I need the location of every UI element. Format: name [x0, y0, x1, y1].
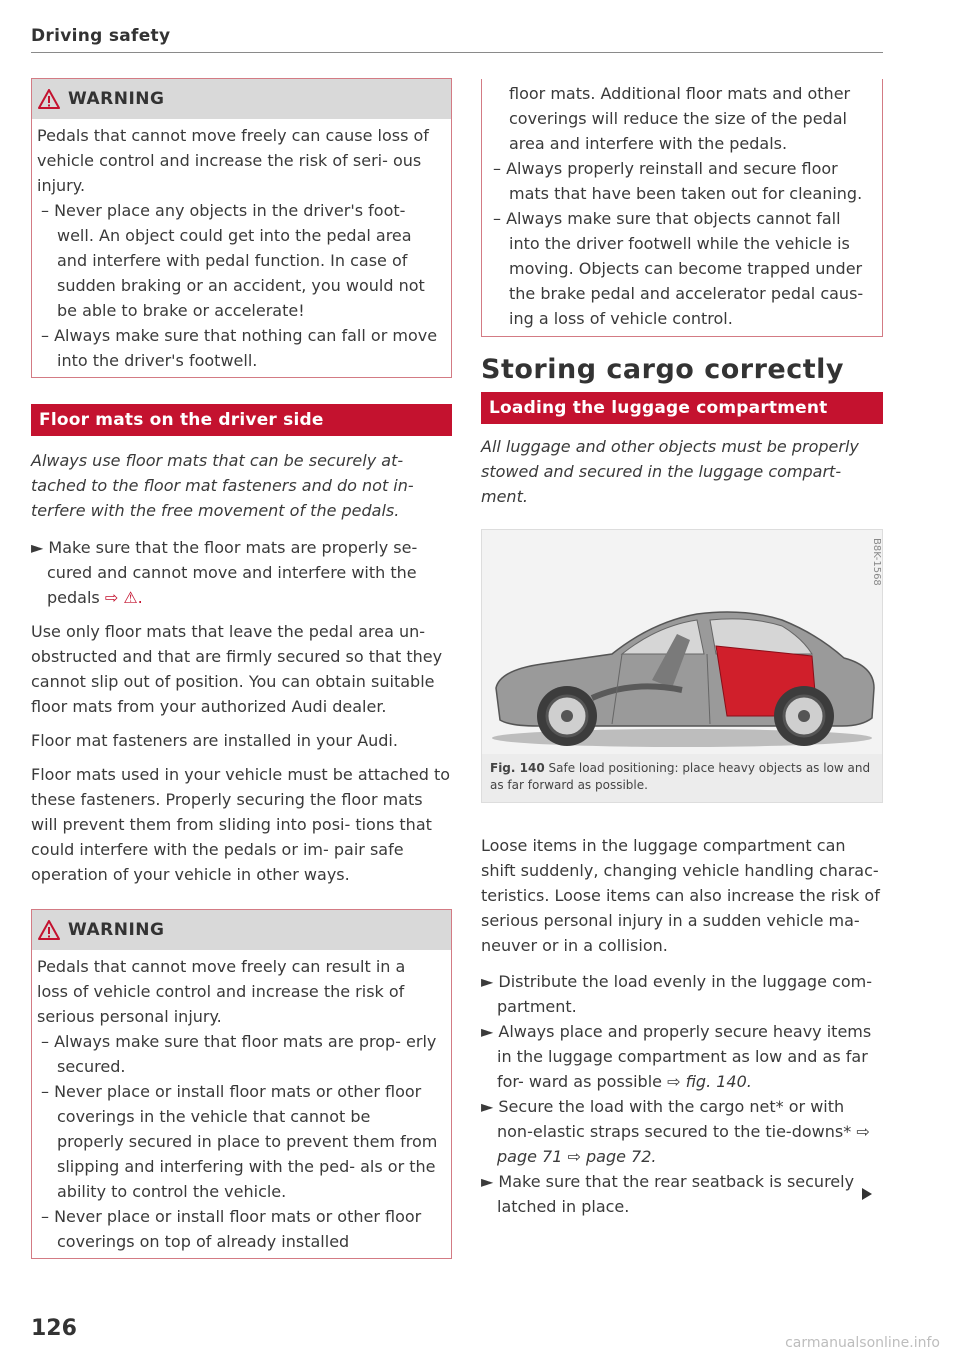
- page-reference-link[interactable]: ⇨ page 71 ⇨ page 72.: [497, 1122, 870, 1166]
- section-intro: Always use floor mats that can be securely at- tached to the floor mat fasteners and do not in- terfere with the free movement of the pedals.: [31, 451, 414, 520]
- body-paragraph: Loose items in the luggage compartment can shift suddenly, changing vehicle handling charac- teristics. Loose items can also increase the risk of serious personal injury in a sudden vehicle ma- neuver or in a collision.: [481, 836, 880, 955]
- warning-continuation: floor mats. Additional floor mats and other coverings will reduce the size of the pedal area and interfere with the pedals.: [509, 84, 851, 153]
- section-intro: All luggage and other objects must be properly stowed and secured in the luggage compart- ment.: [481, 437, 859, 506]
- continue-arrow-icon: [862, 1188, 872, 1200]
- warning-title-text: WARNING: [68, 919, 165, 940]
- page-number: 126: [31, 1316, 77, 1341]
- step-text: ► Make sure that the rear seatback is securely latched in place.: [481, 1172, 855, 1216]
- instruction-step: [31, 535, 452, 610]
- warning-box-continued: [481, 79, 883, 337]
- instruction-step: [481, 969, 883, 1019]
- warning-bullet: – Never place or install floor mats or other floor coverings on top of already installed: [41, 1207, 422, 1251]
- warning-intro: Pedals that cannot move freely can result in a loss of vehicle control and increase the risk of serious personal injury.: [37, 957, 406, 1026]
- header-rule: [31, 52, 883, 53]
- body-paragraph: Floor mat fasteners are installed in your Audi.: [31, 731, 398, 750]
- warning-bullet: – Always properly reinstall and secure floor mats that have been taken out for cleaning.: [493, 159, 863, 203]
- left-column: [31, 78, 452, 1259]
- warning-bullet: – Never place or install floor mats or other floor coverings in the vehicle that cannot be properly secured in place to prevent them from slipping and interfering with the ped- als or the ability to control the vehicle.: [41, 1082, 438, 1201]
- warning-box-2: [31, 909, 452, 1259]
- watermark: carmanualsonline.info: [785, 1335, 940, 1351]
- warning-body: [32, 119, 451, 377]
- step-text: ► Always place and properly secure heavy items in the luggage compartment as low and as far for- ward as possible: [481, 1022, 872, 1091]
- car-cargo-illustration: [482, 530, 882, 754]
- warning-intro: Pedals that cannot move freely can cause loss of vehicle control and increase the risk of seri- ous injury.: [37, 126, 429, 195]
- step-text: ► Secure the load with the cargo net* or with non-elastic straps secured to the tie-downs*: [481, 1097, 852, 1141]
- warning-triangle-icon: [38, 920, 60, 940]
- figure-code: B8K-1568: [871, 538, 882, 586]
- step-text: ► Make sure that the floor mats are properly se- cured and cannot move and interfere with the pedals: [31, 538, 418, 607]
- instruction-step: [481, 1094, 883, 1169]
- figure-image: [482, 530, 882, 754]
- chapter-heading: Storing cargo correctly: [481, 354, 845, 385]
- warning-title-text: WARNING: [68, 88, 165, 109]
- section-bar-luggage: Loading the luggage compartment: [481, 392, 883, 424]
- instruction-step: [481, 1019, 883, 1094]
- right-column: [481, 79, 883, 1219]
- warning-title: [32, 79, 451, 119]
- figure-label: Fig. 140: [490, 761, 545, 775]
- warning-bullet: – Always make sure that floor mats are prop- erly secured.: [41, 1032, 437, 1076]
- step-text: ► Distribute the load evenly in the luggage com- partment.: [481, 972, 872, 1016]
- warning-body: [32, 950, 451, 1258]
- section-bar-floor-mats: Floor mats on the driver side: [31, 404, 452, 436]
- figure-caption-text: Safe load positioning: place heavy objects as low and as far forward as possible.: [490, 761, 871, 792]
- instruction-step: [481, 1169, 883, 1219]
- warning-body: [482, 79, 882, 336]
- warning-bullet: – Always make sure that nothing can fall or move into the driver's footwell.: [41, 326, 438, 370]
- warning-title: [32, 910, 451, 950]
- warning-bullet: – Never place any objects in the driver's foot- well. An object could get into the pedal area and interfere with pedal function. In case of sudden braking or an accident, you would not be able to brake or accelerate!: [41, 201, 425, 320]
- warning-reference-link[interactable]: ⇨ ⚠.: [104, 588, 143, 607]
- figure: [481, 529, 883, 803]
- body-paragraph: Use only floor mats that leave the pedal area un- obstructed and that are firmly secured so that they cannot slip out of position. You can obtain suitable floor mats from your authorized Audi dealer.: [31, 622, 443, 716]
- section-header: Driving safety: [31, 26, 171, 46]
- body-paragraph: Floor mats used in your vehicle must be attached to these fasteners. Properly securing the floor mats will prevent them from sliding into posi- tions that could interfere with the pedals or im- pair safe operation of your vehicle in other ways.: [31, 765, 451, 884]
- warning-box-1: [31, 78, 452, 378]
- figure-caption: [482, 754, 882, 802]
- figure-reference-link[interactable]: ⇨ fig. 140.: [667, 1072, 752, 1091]
- warning-bullet: – Always make sure that objects cannot fall into the driver footwell while the vehicle is moving. Objects can become trapped under the brake pedal and accelerator pedal caus- ing a loss of vehicle control.: [493, 209, 864, 328]
- warning-triangle-icon: [38, 89, 60, 109]
